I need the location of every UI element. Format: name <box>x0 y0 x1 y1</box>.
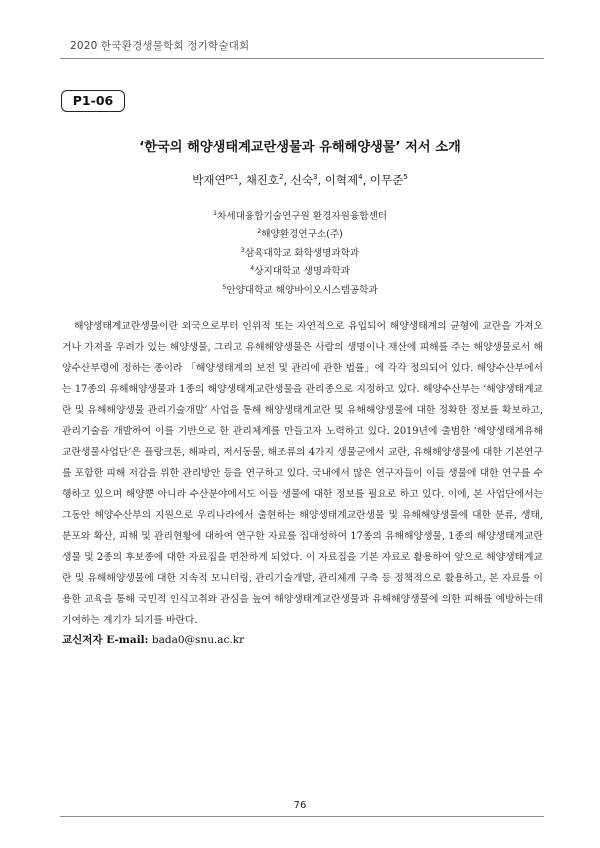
header-divider <box>60 58 544 59</box>
author-affiliation-mark: pc1 <box>225 173 239 181</box>
contact-email: bada0@snu.ac.kr <box>151 634 245 646</box>
affiliation: $^1$차세대융합기술연구원 환경자원융합센터 <box>212 209 387 222</box>
author-name: 채진호 <box>245 173 280 187</box>
affiliation: $^5$안양대학교 해양바이오시스템공학과 <box>222 282 378 296</box>
author-affiliation-mark: 3 <box>313 173 318 181</box>
affiliation: $^4$상지대학교 생명과학과 <box>250 264 350 278</box>
abstract-body: 해양생태계교란생물이란 외국으로부터 인위적 또는 자연적으로 유입되어 해양생태계의 균형에 교란을 가져오거나 가져올 우려가 있는 해양생물, 그리고 유해해양생물은 사람의 생명이나 재산에 피해를 주는 해양생물로서 해양수산부령에 정하는 종이라 「해양생태계의 보전 및 관리에 관한 법률」에 각각 정의되어 있다. 해양수산부에서는 17종의 유해해양생물과 1종의 해양생태계교란생물을 관리종으로 지정하고 있다. 해양수산부는 ‘해양생태계교란 및 유해해양생물 관리기술개발’ 사업을 통해 해양생태계교란 및 유해해양생물에 대한 정확한 정보를 확보하고, 관리기술을 개발하여 이를 기반으로 한 관리체계를 만들고자 노력하고 있다. 2019년에 출범한 ‘해양생태계유해교란생물사업단’은 플랑크톤, 해파리, 저서동물, 해조류의 4가지 생물군에서 교란, 유해해양생물에 대한 기본연구를 포함한 피해 저감을 위한 관리방안 등을 연구하고 있다. 국내에서 많은 연구자들이 이들 생물에 대한 연구를 수행하고 있으며 해양뿐 아니라 수산분야에서도 이들 생물에 대한 정보를 필요로 하고 있다. 이에, 본 사업단에서는 그동안 해양수산부의 지원으로 우리나라에서 출현하는 해양생태계교란생물 및 유해해양생물에 대한 분류, 생태, 분포와 확산, 피해 및 관리현황에 대하여 연구한 자료를 집대성하여 17종의 유해해양생물, 1종의 해양생태계교란생물 및 2종의 후보종에 대한 자료집을 편찬하게 되었다. 이 자료집을 기본 자료로 활용하여 앞으로 해양생태계교란 및 유해해양생물에 대한 지속적 모니터링, 관리기술개발, 관리체계 구축 등 정책적으로 활용하고, 본 자료를 이용한 교육을 통해 국민적 인식고취와 관심을 높여 해양생태계교란생물과 유해해양생물에 의한 피해를 예방하는데 기여하는 계기가 되기를 바란다. <box>62 321 543 626</box>
corresponding-author-contact <box>62 632 244 647</box>
author-name: 이무준 <box>369 173 404 187</box>
author-name: 이혁제 <box>324 173 359 187</box>
page-number: 76 <box>293 800 307 811</box>
author-name: 박재연 <box>192 173 226 187</box>
author-affiliation-mark: 5 <box>403 173 408 181</box>
author: 신숙$^3$, <box>290 173 325 187</box>
affiliation-list <box>0 206 600 298</box>
author-list <box>0 172 600 188</box>
author-affiliation-mark: 4 <box>358 173 363 181</box>
author: 채진호$^2$, <box>245 173 291 187</box>
author-affiliation-mark: 2 <box>279 173 284 181</box>
poster-id-badge: P1-06 <box>61 90 125 112</box>
running-header: 2020 한국환경생물학회 정기학술대회 <box>70 40 250 52</box>
author: 이혁제$^4$, <box>324 173 370 187</box>
footer-divider <box>60 816 544 817</box>
affiliation: $^3$삼육대학교 화학생명과학과 <box>240 245 360 259</box>
contact-label: 교신저자 E-mail: <box>62 634 149 646</box>
author: 박재연$^{pc1}$, <box>192 173 246 187</box>
affiliation: $^2$해양환경연구소(주) <box>257 227 343 241</box>
author-name: 신숙 <box>290 173 314 187</box>
paper-title: ‘한국의 해양생태계교란생물과 유해해양생물’ 저서 소개 <box>139 140 461 155</box>
author <box>370 173 408 187</box>
